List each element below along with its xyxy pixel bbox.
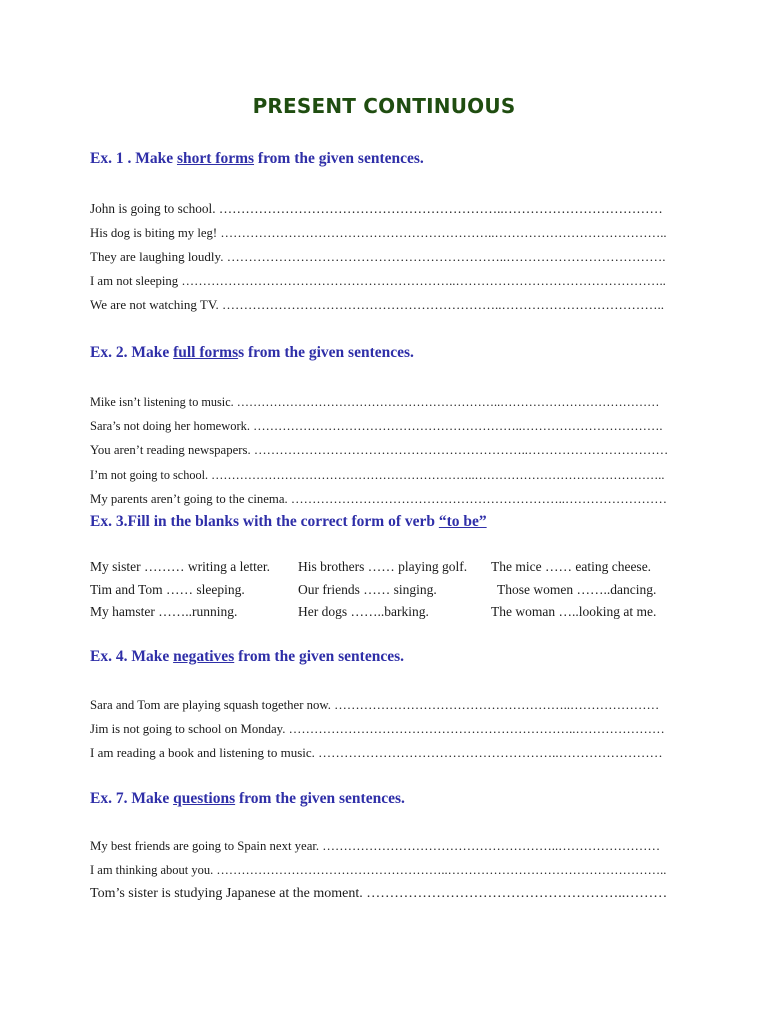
exercise-4-heading-suffix: from the given sentences. bbox=[234, 648, 404, 665]
exercise-7-item: My best friends are going to Spain next year. ………………………………………………..…………………… bbox=[90, 839, 661, 853]
exercise-3-cell: The mice …… eating cheese. bbox=[491, 559, 652, 574]
exercise-3-heading-prefix: Ex. 3.Fill in the blanks with the correct form of verb bbox=[90, 513, 439, 530]
exercise-7-item: Tom’s sister is studying Japanese at the moment. ………………………………………………..……… bbox=[90, 886, 668, 901]
exercise-4-item: I am reading a book and listening to music. ………………………………………………..…………………… bbox=[90, 745, 663, 760]
exercise-1-heading-prefix: Ex. 1 . Make bbox=[90, 150, 177, 167]
exercise-3-cell: Those women ……..dancing. bbox=[497, 582, 657, 597]
exercise-7-heading-suffix: from the given sentences. bbox=[235, 790, 405, 807]
exercise-7-keyword: questions bbox=[173, 790, 236, 807]
exercise-7-heading-prefix: Ex. 7. Make bbox=[90, 790, 174, 807]
exercise-3-row bbox=[90, 604, 680, 622]
exercise-2-item: Sara’s not doing her homework. ………………………………………………………..……………………………. bbox=[90, 419, 663, 433]
exercise-4-item: Jim is not going to school on Monday. …………………………………………………………..………………… bbox=[90, 722, 665, 736]
exercise-3-cell: My hamster ……..running. bbox=[90, 604, 238, 619]
exercise-2-item: You aren’t reading newspapers. ………………………………………………………..…………………………… bbox=[90, 443, 669, 457]
exercise-2-heading-suffix: s from the given sentences. bbox=[238, 344, 414, 361]
exercise-4-heading-prefix: Ex. 4. Make bbox=[90, 648, 174, 665]
exercise-2-keyword: full forms bbox=[173, 344, 239, 361]
exercise-1-item: They are laughing loudly. ………………………………………………………..………………………………. bbox=[90, 249, 666, 264]
exercise-1-item: We are not watching TV. ………………………………………………………..……………………………….. bbox=[90, 297, 665, 312]
exercise-3-cell: My sister ……… writing a letter. bbox=[90, 559, 270, 574]
exercise-1-keyword: short forms bbox=[176, 150, 255, 167]
exercise-4-keyword: negatives bbox=[173, 648, 235, 665]
exercise-2-heading bbox=[90, 344, 414, 362]
exercise-2-item: My parents aren’t going to the cinema. ………………………………………………………..…………………… bbox=[90, 492, 667, 506]
exercise-3-cell: Her dogs ……..barking. bbox=[298, 604, 429, 619]
exercise-1-item: John is going to school. ………………………………………………………..……………………………… bbox=[90, 201, 663, 216]
exercise-1-item: His dog is biting my leg! ………………………………………………………..………………………………….. bbox=[90, 226, 667, 240]
exercise-3-cell: Our friends …… singing. bbox=[298, 582, 437, 597]
exercise-4-item: Sara and Tom are playing squash together now. ………………………………………………..………………… bbox=[90, 698, 660, 712]
exercise-2-item: Mike isn’t listening to music. ………………………………………………………..………………………………… bbox=[90, 395, 660, 409]
exercise-3-row bbox=[90, 582, 680, 600]
exercise-3-keyword: “to be” bbox=[438, 513, 487, 530]
exercise-1-item: I am not sleeping ………………………………………………………..………………………………………….. bbox=[90, 274, 666, 288]
exercise-7-heading bbox=[90, 790, 405, 808]
exercise-3-row bbox=[90, 559, 680, 577]
page-title: PRESENT CONTINUOUS bbox=[252, 94, 516, 118]
exercise-3-heading bbox=[90, 513, 487, 531]
exercise-3-cell: His brothers …… playing golf. bbox=[298, 559, 468, 574]
exercise-3-cell: The woman …..looking at me. bbox=[491, 604, 657, 619]
exercise-7-item: I am thinking about you. ………………………………………………..…………………………………………….. bbox=[90, 863, 667, 877]
exercise-1-heading bbox=[90, 150, 424, 168]
exercise-3-cell: Tim and Tom …… sleeping. bbox=[90, 582, 245, 597]
exercise-4-heading bbox=[90, 648, 404, 666]
exercise-2-item: I’m not going to school. ………………………………………………………..……………………………………….. bbox=[90, 468, 665, 482]
exercise-1-heading-suffix: from the given sentences. bbox=[254, 150, 424, 167]
exercise-2-heading-prefix: Ex. 2. Make bbox=[90, 344, 174, 361]
